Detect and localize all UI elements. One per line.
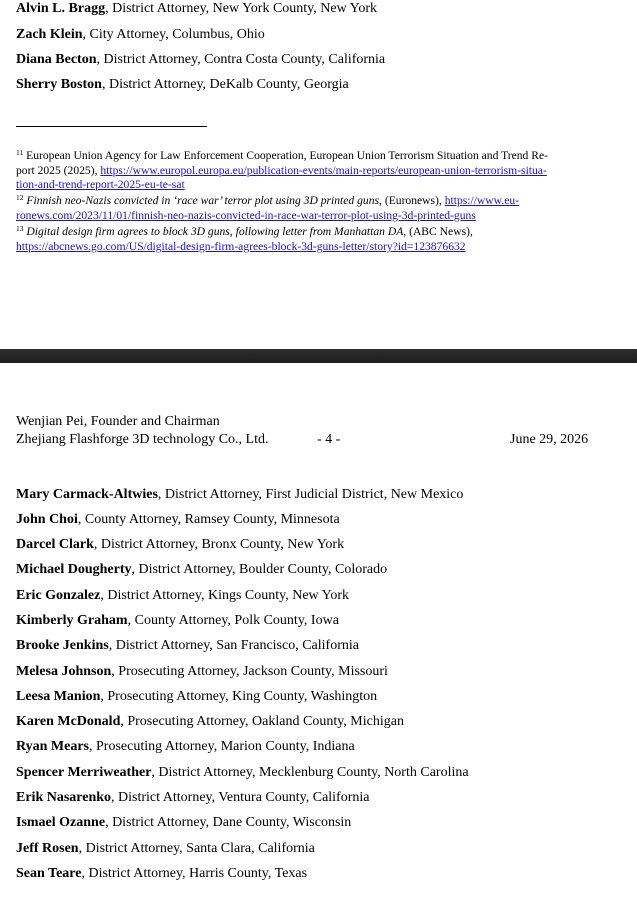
signatory-name: Spencer Merriweather bbox=[16, 765, 152, 780]
footnote-source: , (ABC News), bbox=[403, 225, 473, 238]
signatory-line bbox=[16, 738, 355, 755]
page-break-divider bbox=[0, 349, 637, 363]
footnote-separator bbox=[16, 126, 207, 127]
signatory-line bbox=[16, 587, 349, 604]
footnote-number: 12 bbox=[16, 193, 24, 202]
signatory-line bbox=[16, 764, 469, 781]
signatory-name: Zach Klein bbox=[16, 27, 83, 42]
footnote-12-link-cont[interactable]: ronews.com/2023/11/01/finnish-neo-nazis-convicted-in-race-war-terror-plot-using-3d-printed-guns bbox=[16, 209, 476, 222]
footnote-11-line2 bbox=[16, 164, 547, 177]
footnote-number: 11 bbox=[16, 148, 24, 157]
footnote-title: Finnish neo-Nazis convicted in ‘race war’ terror plot using 3D printed guns bbox=[23, 194, 380, 207]
signatory-line bbox=[16, 76, 349, 93]
signatory-title: , District Attorney, Contra Costa County, California bbox=[96, 52, 386, 67]
footnote-13-line1 bbox=[16, 225, 473, 238]
signatory-line bbox=[16, 536, 344, 553]
footnote-title: Digital design firm agrees to block 3D guns, following letter from Manhattan DA bbox=[23, 225, 404, 238]
signatory-title: , District Attorney, Mecklenburg County, North Carolina bbox=[151, 765, 469, 780]
signatory-name: Leesa Manion bbox=[16, 689, 101, 704]
signatory-name: Melesa Johnson bbox=[16, 664, 112, 679]
signatory-title: , Prosecuting Attorney, King County, Washington bbox=[100, 689, 378, 704]
footnote-text: European Union Agency for Law Enforcement Cooperation, European Union Terrorism Situation and Trend Re- bbox=[23, 149, 548, 162]
signatory-line bbox=[16, 663, 388, 680]
signatory-name: Karen McDonald bbox=[16, 714, 121, 729]
signatory-name: Jeff Rosen bbox=[16, 841, 79, 856]
footnote-11-link[interactable]: https://www.europol.europa.eu/publication-events/main-reports/european-union-terrorism-situa- bbox=[100, 164, 547, 177]
signatory-name: John Choi bbox=[16, 512, 78, 527]
signatory-line bbox=[16, 511, 340, 528]
footnote-13-line2 bbox=[16, 240, 466, 253]
page-number: - 4 - bbox=[317, 432, 341, 447]
signatory-title: , County Attorney, Ramsey County, Minnesota bbox=[77, 512, 340, 527]
signatory-name: Alvin L. Bragg bbox=[16, 1, 106, 16]
footnote-11-link-cont[interactable]: tion-and-trend-report-2025-eu-te-sat bbox=[16, 178, 185, 191]
header-recipient-name: Wenjian Pei, Founder and Chairman bbox=[16, 414, 220, 429]
footnote-text: port 2025 (2025), bbox=[16, 164, 101, 177]
signatory-name: Darcel Clark bbox=[16, 537, 94, 552]
signatory-title: , District Attorney, DeKalb County, Georgia bbox=[101, 77, 349, 92]
signatory-title: , District Attorney, San Francisco, California bbox=[108, 638, 359, 653]
signatory-line bbox=[16, 688, 377, 705]
signatory-title: , Prosecuting Attorney, Jackson County, Missouri bbox=[111, 664, 388, 679]
signatory-title: , District Attorney, Dane County, Wisconsin bbox=[105, 815, 352, 830]
signatory-line bbox=[16, 840, 315, 857]
footnote-12-link[interactable]: https://www.eu- bbox=[444, 194, 519, 207]
signatory-name: Eric Gonzalez bbox=[16, 588, 101, 603]
signatory-name: Diana Becton bbox=[16, 52, 97, 67]
signatory-line bbox=[16, 865, 307, 882]
header-date: June 29, 2026 bbox=[510, 432, 589, 447]
footnote-12-line2 bbox=[16, 209, 476, 222]
signatory-name: Mary Carmack-Altwies bbox=[16, 487, 158, 502]
signatory-line bbox=[16, 814, 351, 831]
signatory-title: , Prosecuting Attorney, Marion County, Indiana bbox=[89, 739, 355, 754]
header-recipient-company: Zhejiang Flashforge 3D technology Co., Ltd. bbox=[16, 432, 269, 447]
signatory-title: , District Attorney, Bronx County, New York bbox=[93, 537, 345, 552]
signatory-title: , District Attorney, First Judicial District, New Mexico bbox=[157, 487, 464, 502]
signatory-line bbox=[16, 713, 404, 730]
signatory-title: , District Attorney, New York County, New York bbox=[105, 1, 378, 16]
signatory-title: , County Attorney, Polk County, Iowa bbox=[127, 613, 339, 628]
signatory-line bbox=[16, 486, 463, 503]
signatory-title: , Prosecuting Attorney, Oakland County, Michigan bbox=[120, 714, 404, 729]
signatory-line bbox=[16, 51, 385, 68]
signatory-line bbox=[16, 0, 377, 17]
signatory-name: Erik Nasarenko bbox=[16, 790, 112, 805]
signatory-name: Sean Teare bbox=[16, 866, 82, 881]
signatory-name: Sherry Boston bbox=[16, 77, 102, 92]
signatory-title: , District Attorney, Santa Clara, California bbox=[78, 841, 315, 856]
footnote-source: , (Euronews), bbox=[379, 194, 445, 207]
signatory-line bbox=[16, 561, 387, 578]
signatory-name: Michael Dougherty bbox=[16, 562, 132, 577]
footnote-number: 13 bbox=[16, 224, 24, 233]
signatory-title: , District Attorney, Kings County, New York bbox=[100, 588, 350, 603]
signatory-name: Brooke Jenkins bbox=[16, 638, 109, 653]
footnote-13-link[interactable]: https://abcnews.go.com/US/digital-design-firm-agrees-block-3d-guns-letter/story?id=123876632 bbox=[16, 240, 466, 253]
signatory-line bbox=[16, 637, 359, 654]
signatory-title: , District Attorney, Boulder County, Colorado bbox=[131, 562, 388, 577]
footnote-11-line1 bbox=[16, 149, 548, 162]
footnote-12-line1 bbox=[16, 194, 519, 207]
signatory-title: , City Attorney, Columbus, Ohio bbox=[82, 27, 265, 42]
signatory-line bbox=[16, 26, 265, 43]
signatory-name: Ismael Ozanne bbox=[16, 815, 106, 830]
signatory-name: Ryan Mears bbox=[16, 739, 89, 754]
signatory-name: Kimberly Graham bbox=[16, 613, 128, 628]
signatory-line bbox=[16, 789, 370, 806]
signatory-title: , District Attorney, Harris County, Texas bbox=[81, 866, 308, 881]
signatory-line bbox=[16, 612, 339, 629]
signatory-title: , District Attorney, Ventura County, California bbox=[111, 790, 370, 805]
footnote-11-line3 bbox=[16, 178, 185, 191]
